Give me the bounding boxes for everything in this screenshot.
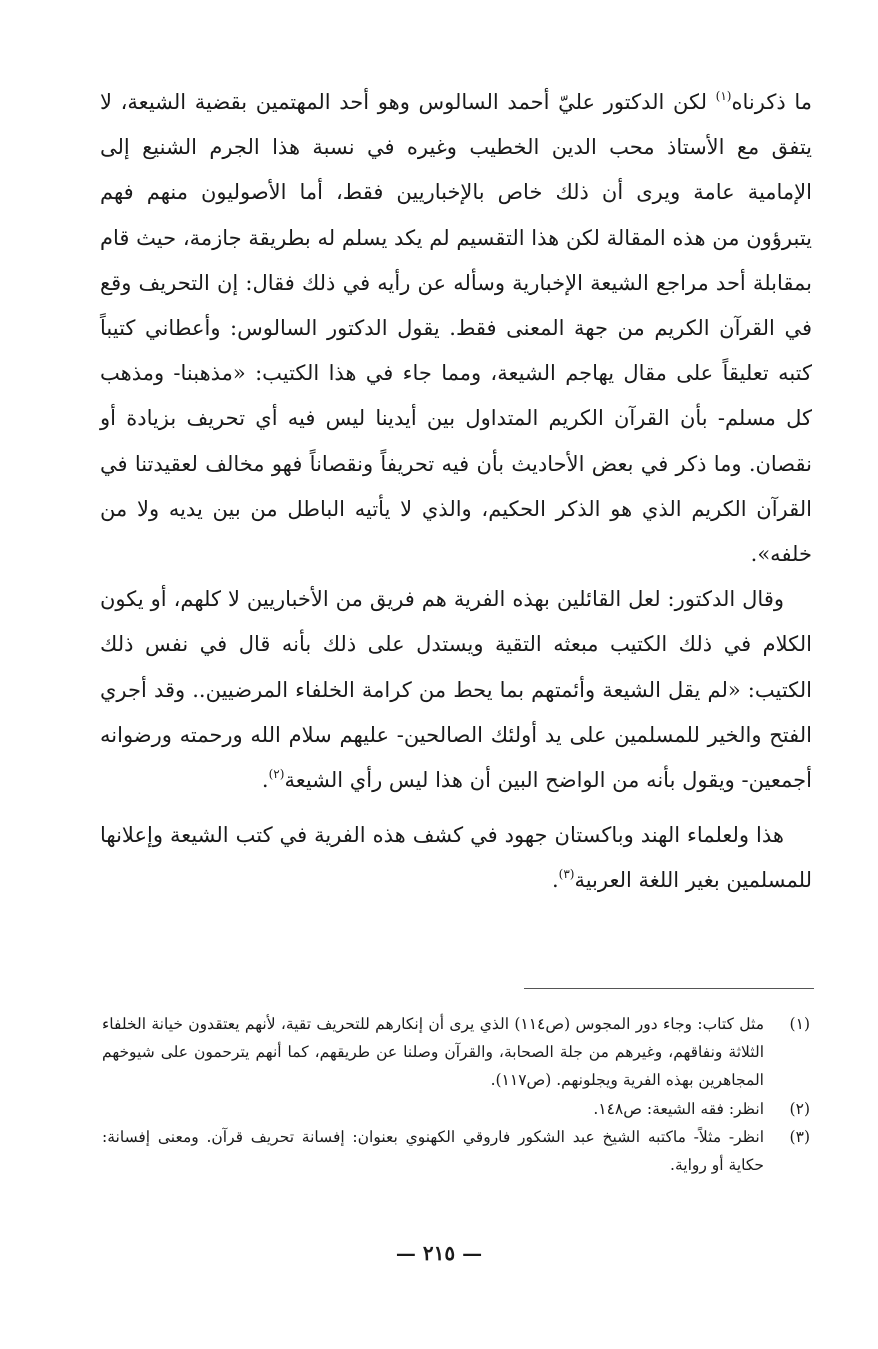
- footnote-ref-1: (١): [715, 89, 732, 103]
- footnote-2-text: انظر: فقه الشيعة: ص١٤٨.: [593, 1099, 764, 1118]
- footnote-2-number: (٢): [789, 1099, 810, 1118]
- footnote-3-text: انظر- مثلاً- ماكتبه الشيخ عبد الشكور فاروقي الكهنوي بعنوان: إفسانة تحريف قرآن. ومعنى إفسانة: حكاية أو رواية.: [102, 1127, 764, 1175]
- paragraph-1-text: لكن الدكتور عليّ أحمد السالوس وهو أحد المهتمين بقضية الشيعة، لا يتفق مع الأستاذ محب الدين الخطيب وغيره في نسبة هذا الجرم الشنيع إلى الإمامية عامة ويرى أن ذلك خاص بالإخباريين فقط، أما الأصوليون منهم فهم يتبرؤون من هذه المقالة لكن هذا التقسيم لم يكد يسلم له بطريقة جازمة، حيث قام بمقابلة أحد مراجع الشيعة الإخبارية وسأله عن رأيه في ذلك فقال: إن التحريف وقع في القرآن الكريم من جهة المعنى فقط. يقول الدكتور السالوس: وأعطاني كتيباً كتبه تعليقاً على مقال يهاجم الشيعة، ومما جاء في هذا الكتيب: «مذهبنا- ومذهب كل مسلم- بأن القرآن الكريم المتداول بين أيدينا ليس فيه أي تحريف بزيادة أو نقصان. وما ذكر في بعض الأحاديث بأن فيه تحريفاً ونقصاناً فهو مخالف لعقيدتنا في القرآن الكريم الذي هو الذكر الحكيم، والذي لا يأتيه الباطل من بين يديه ولا من خلفه».: [100, 90, 812, 567]
- footnote-2: [102, 1095, 810, 1123]
- paragraph-3: [100, 813, 812, 903]
- main-text-body: [100, 80, 812, 904]
- footnote-divider: [524, 988, 814, 989]
- footnote-1-text: مثل كتاب: وجاء دور المجوس (ص١١٤) الذي يرى أن إنكارهم للتحريف تقية، لأنهم يعتقدون خيانة الخلفاء الثلاثة ونفاقهم، وغيرهم من جلة الصحابة، والقرآن وصلنا عن طريقهم، كما أنهم يترحمون على شيوخهم المجاهرين بهذه الفرية ويجلونهم. (ص١١٧).: [102, 1015, 764, 1090]
- footnotes: [102, 1010, 810, 1179]
- paragraph-2-end: .: [261, 768, 269, 793]
- page-number: — ٢١٥ —: [395, 1241, 483, 1265]
- footnote-ref-3: (٣): [558, 867, 575, 882]
- paragraph-3-end: .: [551, 868, 559, 893]
- footnote-3-number: (٣): [789, 1127, 810, 1146]
- footnote-3: [102, 1123, 810, 1179]
- footnote-1: [102, 1010, 810, 1095]
- paragraph-2: [100, 577, 812, 803]
- paragraph-1-start: ما ذكرناه: [731, 90, 812, 114]
- footnote-ref-2: (٢): [268, 767, 285, 782]
- paragraph-3-text: هذا ولعلماء الهند وباكستان جهود في كشف هذه الفرية في كتب الشيعة وإعلانها للمسلمين بغير اللغة العربية: [100, 823, 812, 893]
- paragraph-2-text: وقال الدكتور: لعل القائلين بهذه الفرية هم فريق من الأخباريين لا كلهم، أو يكون الكلام في ذلك الكتيب مبعثه التقية ويستدل على ذلك بأنه قال في نفس ذلك الكتيب: «لم يقل الشيعة وأئمتهم بما يحط من كرامة الخلفاء المرضيين.. وقد أجري الفتح والخير للمسلمين على يد أولئك الصالحين- عليهم سلام الله ورحمته ورضوانه أجمعين- ويقول بأنه من الواضح البين أن هذا ليس رأي الشيعة: [100, 587, 812, 793]
- paragraph-1: [100, 80, 812, 577]
- footnote-1-number: (١): [789, 1015, 810, 1033]
